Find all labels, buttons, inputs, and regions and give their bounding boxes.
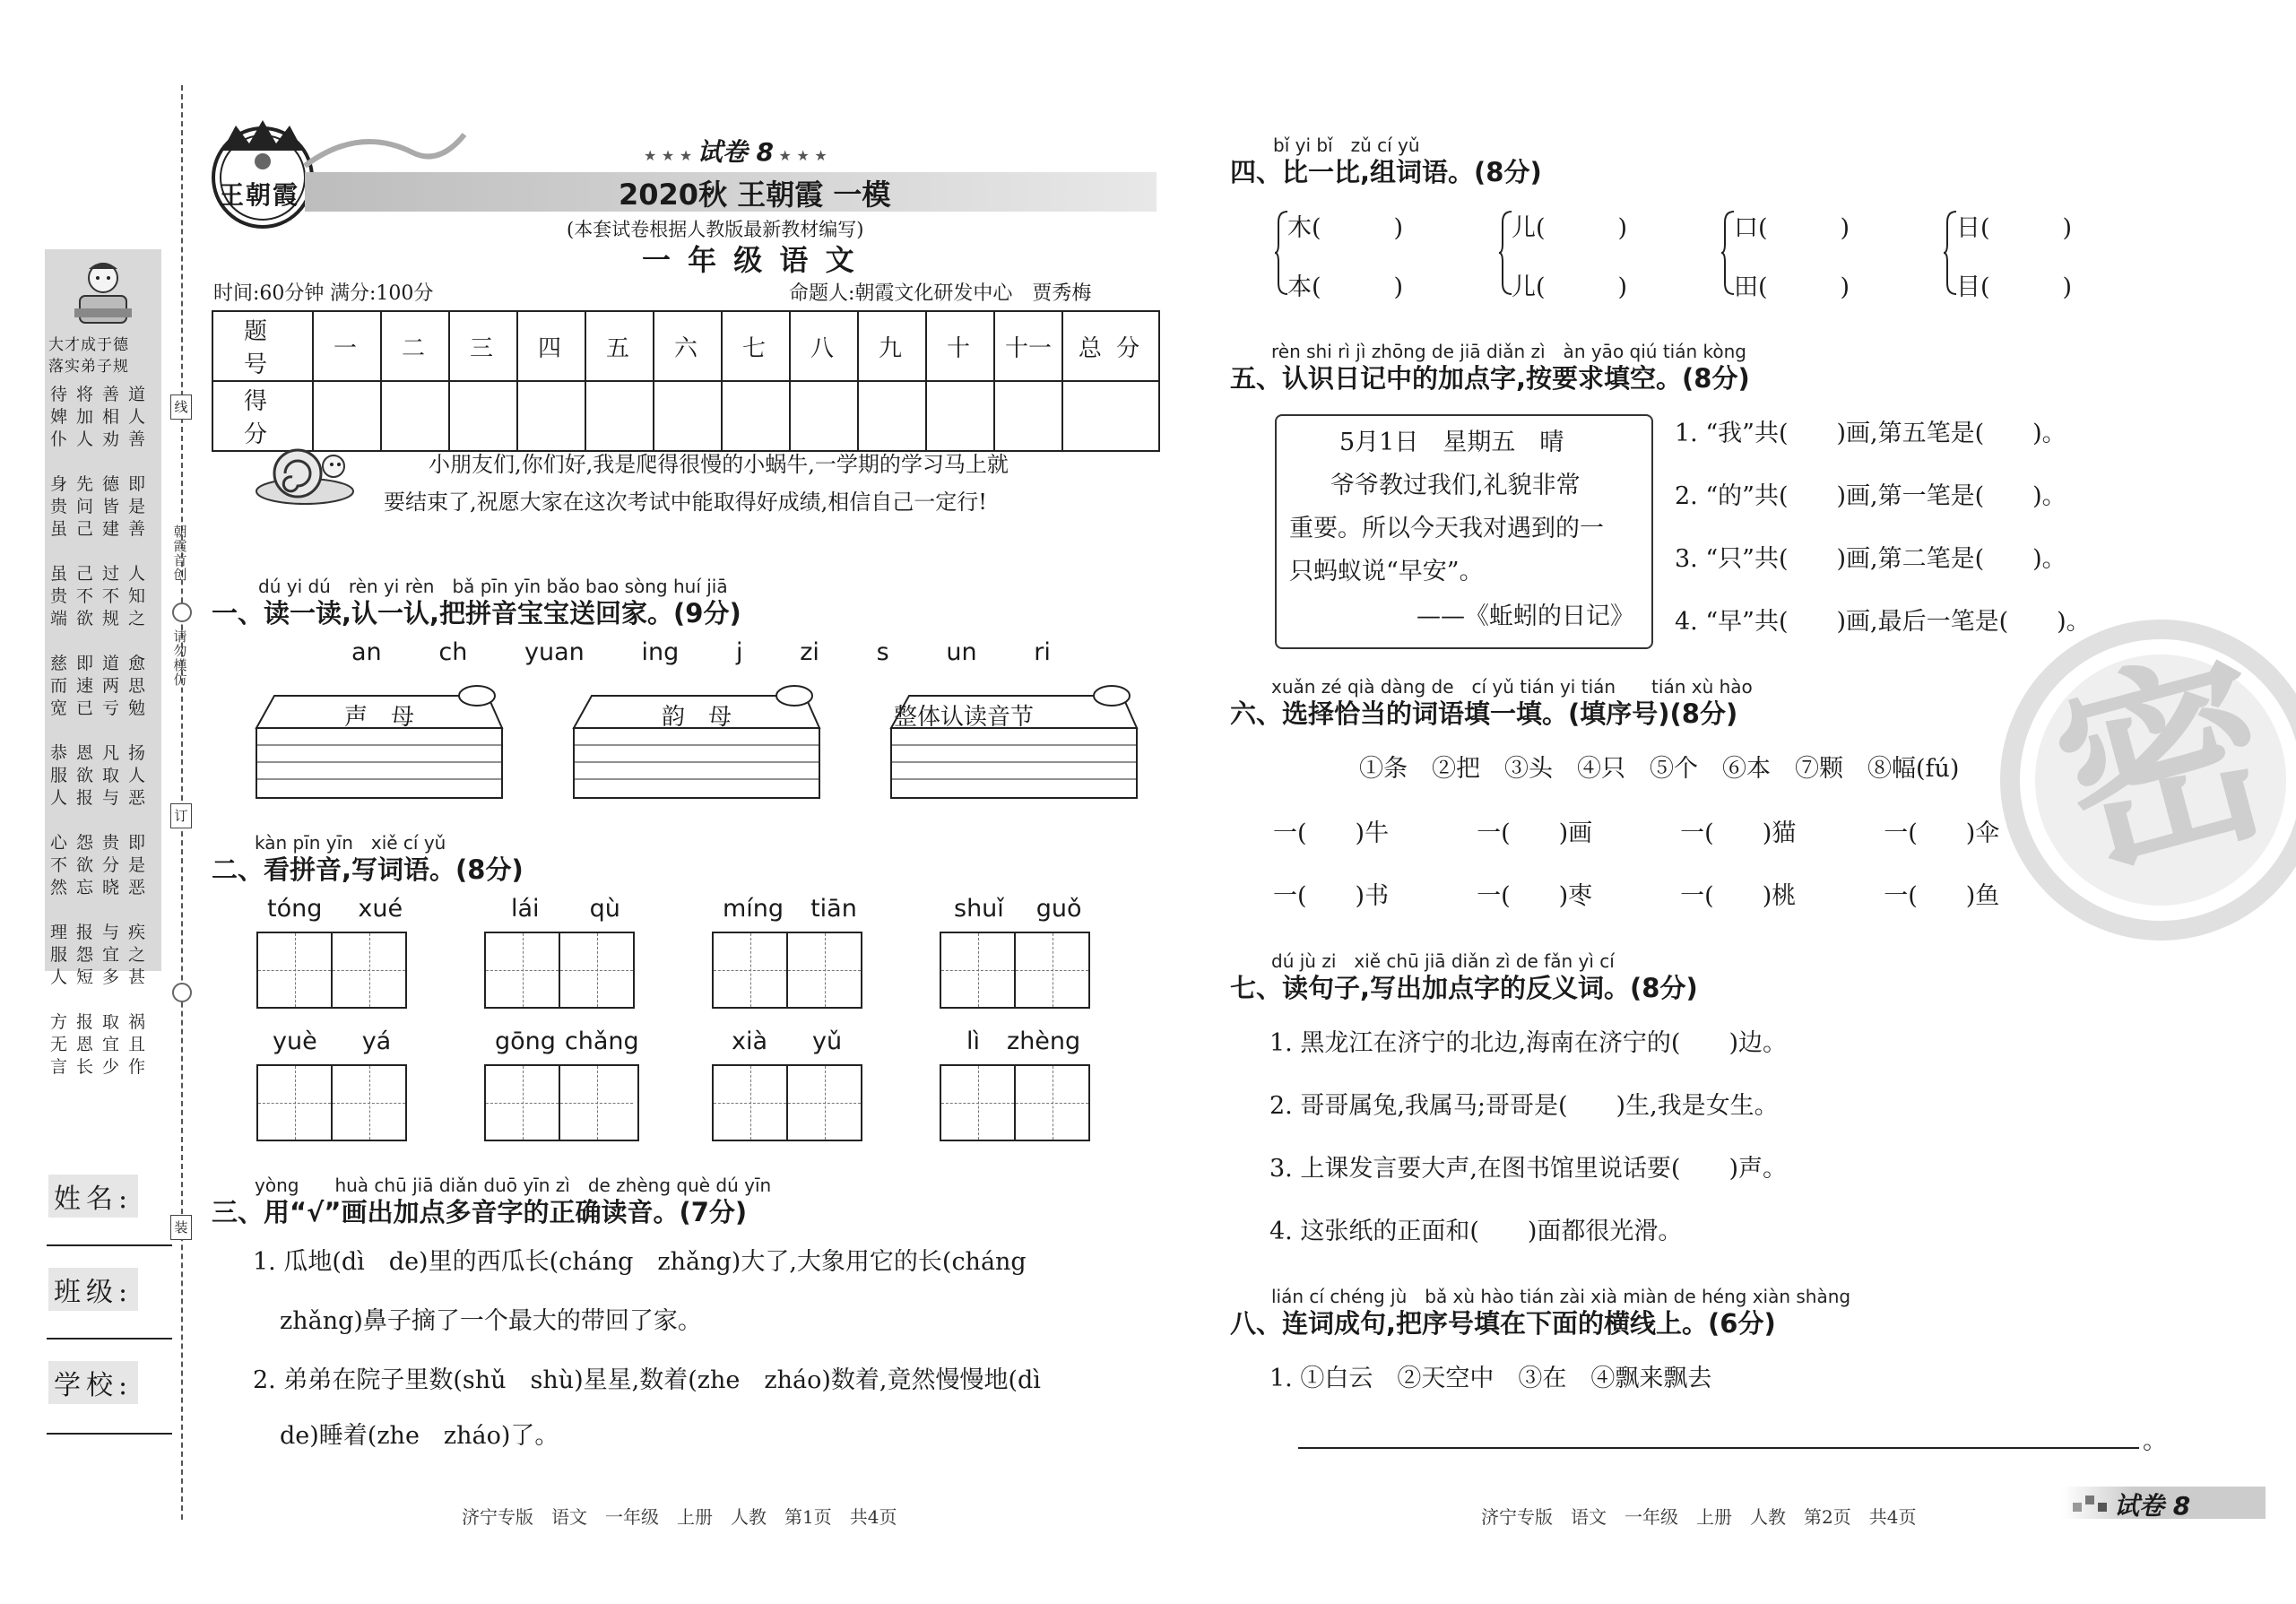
writing-grid[interactable] bbox=[484, 1064, 639, 1141]
score-cell-header: 一 bbox=[313, 311, 381, 381]
pair-item[interactable]: 口( ) bbox=[1734, 214, 1850, 242]
syllable-card[interactable]: ing bbox=[641, 638, 680, 666]
word-pinyin: xué bbox=[358, 895, 403, 923]
q5-title: 五、认识日记中的加点字,按要求填空。(8分) bbox=[1230, 363, 1750, 394]
syllable-card[interactable]: ch bbox=[438, 638, 468, 666]
footer-right: 济宁专版 语文 一年级 上册 人教 第2页 共4页 bbox=[1481, 1506, 1917, 1528]
q6-row-2 bbox=[1273, 882, 1999, 911]
motto-line: 端欲规之 bbox=[50, 609, 155, 629]
scholar-illustration bbox=[67, 256, 139, 330]
motto-line bbox=[50, 720, 156, 742]
binding-marker-top: 线 bbox=[170, 394, 192, 420]
subject-heading: 一 年 级 语 文 bbox=[642, 243, 858, 277]
motto-line: 方报取祸 bbox=[50, 1012, 155, 1032]
writing-grid[interactable] bbox=[256, 932, 407, 1009]
measure-blank[interactable]: 一( )猫 bbox=[1680, 819, 1797, 847]
measure-blank[interactable]: 一( )鱼 bbox=[1884, 882, 2000, 910]
motto-line: 服怨宜之 bbox=[50, 945, 155, 965]
word-pinyin: lì bbox=[966, 1027, 981, 1055]
binding-note-2: 请勿模仿 bbox=[173, 629, 187, 688]
q2-word-1 bbox=[256, 895, 407, 1009]
q3-line-1: 1. 瓜地(dì de)里的西瓜长(cháng zhǎng)大了,大象用它的长(cháng bbox=[253, 1248, 1027, 1276]
q3-line-2: zhǎng)鼻子摘了一个最大的带回了家。 bbox=[280, 1307, 702, 1335]
syllable-card[interactable]: an bbox=[351, 638, 382, 666]
motto-line: 虽己过人 bbox=[50, 564, 155, 584]
score-cell-header: 八 bbox=[790, 311, 858, 381]
score-cell-header: 十一 bbox=[994, 311, 1062, 381]
syllable-card[interactable]: yuan bbox=[524, 638, 585, 666]
footer-paper-tag: 试卷 8 bbox=[2114, 1491, 2191, 1521]
pair-item[interactable]: 木( ) bbox=[1287, 214, 1404, 242]
q5-item-1: 1. “我”共( )画,第五笔是( )。 bbox=[1675, 420, 2066, 447]
score-cell-header: 三 bbox=[449, 311, 517, 381]
score-cell[interactable] bbox=[858, 381, 926, 451]
motto-line bbox=[50, 899, 156, 922]
motto-line: 仆人劝善 bbox=[50, 429, 155, 449]
exam-title: 2020秋 王朝霞 一模 bbox=[619, 178, 891, 212]
q5-item-2: 2. “的”共( )画,第一笔是( )。 bbox=[1675, 482, 2066, 510]
writing-grid[interactable] bbox=[484, 932, 635, 1009]
word-pinyin: tóng bbox=[267, 895, 323, 923]
score-cell-header: 五 bbox=[585, 311, 654, 381]
pair-item[interactable]: 田( ) bbox=[1734, 273, 1850, 301]
pair-item[interactable]: 目( ) bbox=[1956, 273, 2073, 301]
footer-square bbox=[2073, 1503, 2082, 1512]
author-line: 命题人:朝霞文化研发中心 贾秀梅 bbox=[789, 282, 1092, 305]
diary-line-1: 爷爷教过我们,礼貌非常 bbox=[1330, 472, 1581, 499]
logo-badge bbox=[204, 115, 321, 231]
house-label: 韵 母 bbox=[662, 704, 732, 731]
motto-line: 服欲取人 bbox=[50, 766, 155, 785]
motto-line bbox=[50, 810, 156, 832]
writing-grid[interactable] bbox=[256, 1064, 407, 1141]
score-cell[interactable] bbox=[926, 381, 994, 451]
q3-line-3: 2. 弟弟在院子里数(shǔ shù)星星,数着(zhe zháo)数着,竟然慢慢地(dì bbox=[253, 1366, 1041, 1394]
motto-line: 理报与疾 bbox=[50, 923, 155, 942]
intro-line-2: 要结束了,祝愿大家在这次考试中能取得好成绩,相信自己一定行! bbox=[384, 490, 987, 515]
paper-tag bbox=[644, 133, 827, 169]
word-pinyin: zhèng bbox=[1007, 1027, 1081, 1055]
q5-pinyin: rèn shi rì jì zhōng de jiā diǎn zì àn yāo qiú tián kòng bbox=[1271, 341, 1746, 362]
q8-title: 八、连词成句,把序号填在下面的横线上。(6分) bbox=[1230, 1308, 1776, 1339]
q7-item-1: 1. 黑龙江在济宁的北边,海南在济宁的( )边。 bbox=[1269, 1029, 1787, 1057]
motto-text-block bbox=[50, 384, 156, 1077]
q2-word-4 bbox=[940, 895, 1090, 1009]
score-cell[interactable] bbox=[722, 381, 790, 451]
class-field[interactable] bbox=[47, 1338, 172, 1340]
score-cell[interactable] bbox=[654, 381, 722, 451]
time-limit: 时间:60分钟 bbox=[213, 282, 325, 305]
snail-illustration bbox=[251, 439, 359, 511]
stars-left: ★ ★ ★ bbox=[644, 147, 697, 164]
q6-row-1 bbox=[1273, 819, 1999, 848]
motto-line bbox=[50, 451, 156, 473]
score-cell-header: 十 bbox=[926, 311, 994, 381]
punch-hole-2 bbox=[172, 983, 192, 1002]
q3-pinyin: yòng huà chū jiā diǎn duō yīn zì de zhèng què dú yīn bbox=[255, 1175, 772, 1196]
binding-marker-bottom: 装 bbox=[170, 1215, 192, 1240]
footer-left: 济宁专版 语文 一年级 上册 人教 第1页 共4页 bbox=[462, 1506, 897, 1528]
motto-line: 人短多甚 bbox=[50, 967, 155, 987]
motto-line: 恭恩凡扬 bbox=[50, 743, 155, 763]
q7-title: 七、读句子,写出加点字的反义词。(8分) bbox=[1230, 973, 1698, 1003]
paper-tag-text: 试卷 8 bbox=[697, 137, 774, 167]
writing-grid[interactable] bbox=[940, 1064, 1090, 1141]
q2-pinyin: kàn pīn yīn xiě cí yǔ bbox=[255, 832, 446, 854]
syllable-card[interactable]: zi bbox=[800, 638, 819, 666]
writing-grid[interactable] bbox=[712, 932, 862, 1009]
q8-end-mark: 。 bbox=[2143, 1427, 2167, 1455]
q2-word-7 bbox=[712, 1027, 862, 1141]
word-pinyin: guǒ bbox=[1035, 895, 1082, 923]
motto-line: 待将善道 bbox=[50, 385, 155, 404]
score-table bbox=[212, 310, 1160, 452]
diary-box bbox=[1275, 414, 1653, 649]
binding-marker-mid: 订 bbox=[170, 803, 192, 828]
q4-pinyin: bǐ yi bǐ zǔ cí yǔ bbox=[1273, 134, 1420, 156]
word-pinyin: xià bbox=[732, 1027, 768, 1055]
motto-line: 宽已亏勉 bbox=[50, 698, 155, 718]
motto-panel bbox=[45, 249, 161, 1077]
pair-item[interactable]: 日( ) bbox=[1956, 214, 2073, 242]
motto-line: 慈即道愈 bbox=[50, 654, 155, 673]
motto-line: 言长少作 bbox=[50, 1057, 155, 1077]
footer-tag-squares bbox=[2073, 1492, 2109, 1515]
name-field[interactable] bbox=[47, 1244, 172, 1246]
motto-line: 然忘晓恶 bbox=[50, 878, 155, 897]
q6-options: ①条 ②把 ③头 ④只 ⑤个 ⑥本 ⑦颗 ⑧幅(fú) bbox=[1359, 755, 1960, 783]
syllable-card[interactable]: s bbox=[876, 638, 889, 666]
word-pinyin: chǎng bbox=[564, 1027, 639, 1055]
motto-line bbox=[50, 541, 156, 563]
q5-item-3: 3. “只”共( )画,第二笔是( )。 bbox=[1675, 545, 2066, 573]
motto-line bbox=[50, 630, 156, 653]
name-label: 姓名: bbox=[48, 1175, 138, 1218]
q2-word-6 bbox=[484, 1027, 639, 1141]
ribbon-decoration bbox=[305, 117, 466, 179]
q7-item-3: 3. 上课发言要大声,在图书馆里说话要( )声。 bbox=[1269, 1155, 1787, 1183]
motto-line: 贵问皆是 bbox=[50, 497, 155, 516]
motto-header-2: 落实弟子规 bbox=[48, 358, 129, 376]
motto-line: 而速两思 bbox=[50, 676, 155, 696]
watermark-text: 密 bbox=[2034, 623, 2296, 909]
logo-text: 王朝霞 bbox=[219, 180, 300, 210]
intro-line-1: 小朋友们,你们好,我是爬得很慢的小蜗牛,一学期的学习马上就 bbox=[429, 452, 1009, 477]
q2-word-5 bbox=[256, 1027, 407, 1141]
q7-item-4: 4. 这张纸的正面和( )面都很光滑。 bbox=[1269, 1218, 1683, 1245]
score-cell[interactable] bbox=[585, 381, 654, 451]
word-pinyin: míng bbox=[723, 895, 784, 923]
score-cell-header: 二 bbox=[381, 311, 449, 381]
pair-item[interactable]: 儿( ) bbox=[1512, 214, 1628, 242]
word-pinyin: yǔ bbox=[812, 1027, 843, 1055]
punch-hole-1 bbox=[172, 603, 192, 622]
house-initials bbox=[255, 685, 504, 803]
diary-date: 5月1日 星期五 晴 bbox=[1339, 429, 1564, 456]
q1-pinyin: dú yi dú rèn yi rèn bǎ pīn yīn bǎo bao sòng huí jiā bbox=[258, 576, 728, 597]
score-cell[interactable] bbox=[994, 381, 1062, 451]
pair-item[interactable]: 儿( ) bbox=[1512, 273, 1628, 301]
q5-item-4: 4. “早”共( )画,最后一笔是( )。 bbox=[1675, 608, 2091, 636]
q7-item-2: 2. 哥哥属兔,我属马;哥哥是( )生,我是女生。 bbox=[1269, 1092, 1779, 1120]
footer-square bbox=[2098, 1503, 2107, 1512]
q2-word-8 bbox=[940, 1027, 1090, 1141]
diary-source: ——《蚯蚓的日记》 bbox=[1417, 603, 1634, 630]
motto-line: 虽己建善 bbox=[50, 519, 155, 539]
score-cell[interactable] bbox=[381, 381, 449, 451]
measure-blank[interactable]: 一( )画 bbox=[1477, 819, 1593, 847]
exam-subtitle: (本套试卷根据人教版最新教材编写) bbox=[567, 219, 864, 240]
full-score: 满分:100分 bbox=[330, 282, 434, 305]
q2-word-2 bbox=[484, 895, 635, 1009]
q4-title: 四、比一比,组词语。(8分) bbox=[1230, 157, 1542, 187]
measure-blank[interactable]: 一( )枣 bbox=[1477, 882, 1593, 910]
house-label: 声 母 bbox=[344, 704, 415, 731]
score-cell-header: 总 分 bbox=[1062, 311, 1159, 381]
syllable-card[interactable]: ri bbox=[1034, 638, 1051, 666]
footer-square bbox=[2085, 1496, 2094, 1504]
motto-line: 婢加相人 bbox=[50, 407, 155, 427]
word-pinyin: yá bbox=[361, 1027, 392, 1055]
q2-title: 二、看拼音,写词语。(8分) bbox=[212, 854, 524, 885]
motto-line: 心怨贵即 bbox=[50, 833, 155, 853]
writing-grid[interactable] bbox=[712, 1064, 862, 1141]
measure-blank[interactable]: 一( )桃 bbox=[1680, 882, 1797, 910]
q1-syllable-row bbox=[351, 638, 1051, 666]
motto-line bbox=[50, 989, 156, 1011]
q2-word-3 bbox=[712, 895, 862, 1009]
diary-line-2: 重要。所以今天我对遇到的一 bbox=[1289, 515, 1604, 542]
motto-line: 身先德即 bbox=[50, 474, 155, 494]
diary-line-3: 只蚂蚁说“早安”。 bbox=[1289, 558, 1484, 585]
score-cell[interactable] bbox=[449, 381, 517, 451]
score-cell-header: 六 bbox=[654, 311, 722, 381]
q6-title: 六、选择恰当的词语填一填。(填序号)(8分) bbox=[1230, 698, 1738, 729]
left-margin bbox=[0, 0, 188, 1604]
school-label: 学校: bbox=[48, 1361, 138, 1404]
binding-note-1: 朝霞首创 bbox=[173, 524, 187, 583]
motto-line: 无恩宜且 bbox=[50, 1035, 155, 1054]
measure-blank[interactable]: 一( )伞 bbox=[1884, 819, 2000, 847]
word-pinyin: tiān bbox=[810, 895, 857, 923]
score-cell-header: 七 bbox=[722, 311, 790, 381]
syllable-card[interactable]: un bbox=[946, 638, 977, 666]
score-cell[interactable] bbox=[1062, 381, 1159, 451]
score-row-label: 得 分 bbox=[212, 381, 313, 451]
word-pinyin: shuǐ bbox=[954, 895, 1004, 923]
word-pinyin: yuè bbox=[273, 1027, 317, 1055]
school-field[interactable] bbox=[47, 1433, 172, 1435]
syllable-card[interactable]: j bbox=[735, 638, 743, 666]
binding-fold-line bbox=[181, 85, 183, 1520]
score-table-header-row bbox=[212, 311, 1159, 381]
q3-title: 三、用“√”画出加点多音字的正确读音。(7分) bbox=[212, 1197, 748, 1227]
word-pinyin: lái bbox=[511, 895, 540, 923]
score-cell[interactable] bbox=[790, 381, 858, 451]
score-cell-header: 题 号 bbox=[212, 311, 313, 381]
q3-line-4: de)睡着(zhe zháo)了。 bbox=[280, 1422, 559, 1450]
q8-answer-line[interactable] bbox=[1298, 1447, 2139, 1449]
q8-item-1: 1. ①白云 ②天空中 ③在 ④飘来飘去 bbox=[1269, 1365, 1712, 1392]
class-label: 班级: bbox=[48, 1268, 138, 1311]
motto-header-1: 大才成于德 bbox=[48, 336, 129, 354]
q1-title: 一、读一读,认一认,把拼音宝宝送回家。(9分) bbox=[212, 598, 741, 629]
house-whole-syllables bbox=[889, 685, 1139, 803]
house-finals bbox=[572, 685, 821, 803]
word-pinyin: qù bbox=[589, 895, 620, 923]
motto-line: 贵不不知 bbox=[50, 586, 155, 606]
score-cell[interactable] bbox=[517, 381, 585, 451]
word-pinyin: gōng bbox=[495, 1027, 556, 1055]
score-cell-header: 九 bbox=[858, 311, 926, 381]
q8-pinyin: lián cí chéng jù bǎ xù hào tián zài xià miàn de héng xiàn shàng bbox=[1271, 1286, 1851, 1307]
motto-line: 不欲分是 bbox=[50, 855, 155, 875]
house-label: 整体认读音节 bbox=[894, 704, 1035, 731]
score-cell-header: 四 bbox=[517, 311, 585, 381]
q6-pinyin: xuǎn zé qià dàng de cí yǔ tián yi tián tián xù hào bbox=[1271, 676, 1753, 698]
q7-pinyin: dú jù zi xiě chū jiā diǎn zì de fǎn yì cí bbox=[1271, 950, 1615, 972]
stars-right: ★ ★ ★ bbox=[773, 147, 827, 164]
pair-item[interactable]: 本( ) bbox=[1287, 273, 1404, 301]
measure-blank[interactable]: 一( )牛 bbox=[1273, 819, 1390, 847]
writing-grid[interactable] bbox=[940, 932, 1090, 1009]
measure-blank[interactable]: 一( )书 bbox=[1273, 882, 1390, 910]
motto-line: 人报与恶 bbox=[50, 788, 155, 808]
